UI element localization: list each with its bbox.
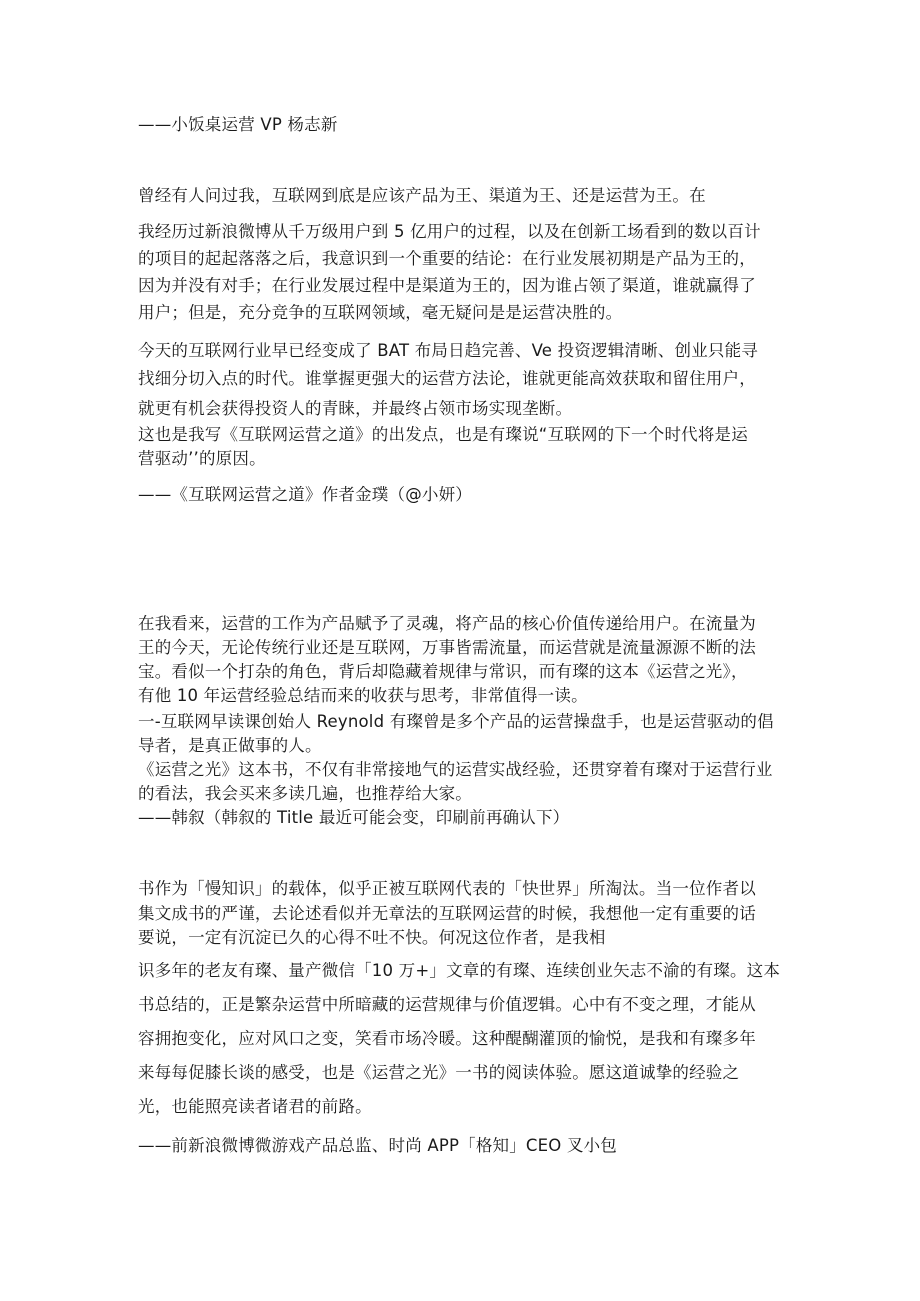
paragraph-line: 来每每促膝长谈的感受，也是《运营之光》一书的阅读体验。愿这道诚挚的经验之	[138, 1063, 740, 1082]
paragraph-line: 集文成书的严谨，去论述看似并无章法的互联网运营的时候，我想他一定有重要的话	[138, 904, 756, 923]
paragraph-line: 一-互联网早读课创始人 Reynold 有璨曾是多个产品的运营操盘手，也是运营驱动的倡	[138, 712, 774, 731]
paragraph-line: 《运营之光》这本书，不仅有非常接地气的运营实战经验，还贯穿着有璨对于运营行业	[138, 760, 773, 779]
attribution-line: ——韩叙（韩叙的 Title 最近可能会变，印刷前再确认下）	[138, 808, 570, 827]
paragraph-line: 因为并没有对手；在行业发展过程中是渠道为王的，因为谁占领了渠道，谁就赢得了	[138, 276, 756, 295]
paragraph-line: 王的今天，无论传统行业还是互联网，万事皆需流量，而运营就是流量源源不断的法	[138, 638, 756, 657]
paragraph-line: 有他 10 年运营经验总结而来的收获与思考，非常值得一读。	[138, 686, 588, 705]
paragraph-line: 找细分切入点的时代。谁掌握更强大的运营方法论，谁就更能高效获取和留住用户，	[138, 369, 756, 388]
paragraph-line: 营驱动’’的原因。	[138, 449, 266, 468]
paragraph-line: 这也是我写《互联网运营之道》的出发点，也是有璨说“互联网的下一个时代将是运	[138, 425, 748, 444]
paragraph-line: 用户；但是，充分竞争的互联网领域，毫无疑问是是运营决胜的。	[138, 303, 623, 322]
paragraph-line: 的看法，我会买来多读几遍，也推荐给大家。	[138, 784, 472, 803]
paragraph-line: 导者，是真正做事的人。	[138, 736, 322, 755]
paragraph-line: 要说，一定有沉淀已久的心得不吐不快。何况这位作者，是我相	[138, 928, 606, 947]
attribution-line: ——小饭桌运营 VP 杨志新	[138, 115, 338, 134]
paragraph-line: 容拥抱变化，应对风口之变，笑看市场冷暖。这种醍醐灌顶的愉悦，是我和有璨多年	[138, 1029, 756, 1048]
attribution-line: ——前新浪微博微游戏产品总监、时尚 APP「格知」CEO 叉小包	[138, 1136, 618, 1155]
paragraph-line: 就更有机会获得投资人的青睐，并最终占领市场实现垄断。	[138, 399, 573, 418]
paragraph-line: 在我看来，运营的工作为产品赋予了灵魂，将产品的核心价值传递给用户。在流量为	[138, 614, 756, 633]
paragraph-line: 的项目的起起落落之后，我意识到一个重要的结论：在行业发展初期是产品为王的，	[138, 249, 756, 268]
paragraph-line: 识多年的老友有璨、量产微信「10 万+」文章的有璨、连续创业矢志不渝的有璨。这本	[138, 961, 781, 980]
paragraph-line: 光，也能照亮读者诸君的前路。	[138, 1097, 372, 1116]
paragraph-line: 我经历过新浪微博从千万级用户到 5 亿用户的过程，以及在创新工场看到的数以百计	[138, 222, 761, 241]
paragraph-line: 曾经有人问过我，互联网到底是应该产品为王、渠道为王、还是运营为王。在	[138, 186, 706, 205]
paragraph-line: 书作为「慢知识」的载体，似乎正被互联网代表的「快世界」所淘汰。当一位作者以	[138, 879, 756, 898]
paragraph-line: 今天的互联网行业早已经变成了 BAT 布局日趋完善、Ve 投资逻辑清晰、创业只能寻	[138, 341, 758, 360]
attribution-line: ——《互联网运营之道》作者金璞（@小妍）	[138, 485, 472, 504]
paragraph-line: 书总结的，正是繁杂运营中所暗藏的运营规律与价值逻辑。心中有不变之理，才能从	[138, 995, 756, 1014]
paragraph-line: 宝。看似一个打杂的角色，背后却隐藏着规律与常识，而有璨的这本《运营之光》，	[138, 662, 748, 681]
